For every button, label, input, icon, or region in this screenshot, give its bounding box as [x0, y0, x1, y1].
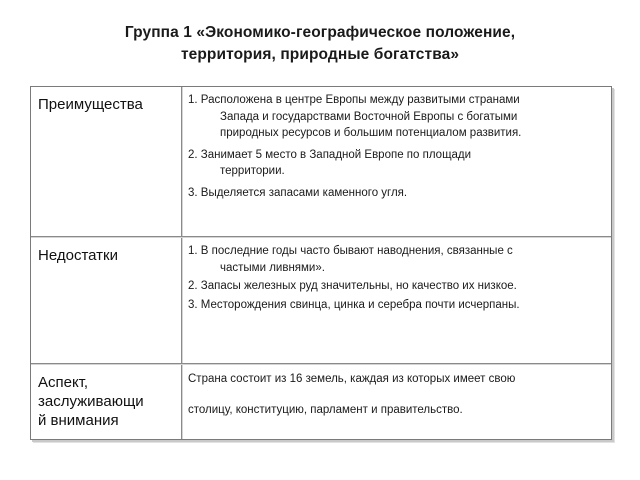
list-item: 2. Запасы железных руд значительны, но качество их низкое. [188, 280, 517, 292]
list-item: 3. Месторождения свинца, цинка и серебра почти исчерпаны. [188, 298, 520, 311]
disadvantages-content [188, 243, 603, 313]
aspect-content [188, 371, 603, 418]
document-title [0, 22, 640, 66]
row-divider-2 [31, 363, 611, 364]
advantages-content [188, 92, 603, 201]
title-line-2: территория, природные богатства» [180, 46, 460, 63]
list-item: 3. Выделяется запасами каменного угля. [188, 186, 408, 199]
aspect-line-1: Страна состоит из 16 земель, каждая из которых имеет свою [188, 373, 516, 385]
aspect-line-2: столицу, конституцию, парламент и правительство. [188, 403, 463, 416]
row-label-disadvantages: Недостатки [38, 247, 118, 264]
column-divider [181, 87, 182, 439]
title-line-1: Группа 1 «Экономико-географическое положение, [124, 24, 516, 41]
list-item: 1. Расположена в центре Европы между развитыми странами Запада и государствами Восточной Европы с богатыми природных ресурсов и большим потенциалом развития. [188, 94, 522, 139]
row-divider-1 [31, 236, 611, 237]
list-item: 2. Занимает 5 место в Западной Европе по площади территории. [188, 148, 472, 177]
info-table [30, 86, 612, 440]
list-item: 1. В последние годы часто бывают наводнения, связанные с частыми ливнями». [188, 245, 513, 274]
row-label-aspect: Аспект, заслуживающи й внимания [38, 374, 144, 429]
row-label-advantages: Преимущества [38, 96, 143, 113]
